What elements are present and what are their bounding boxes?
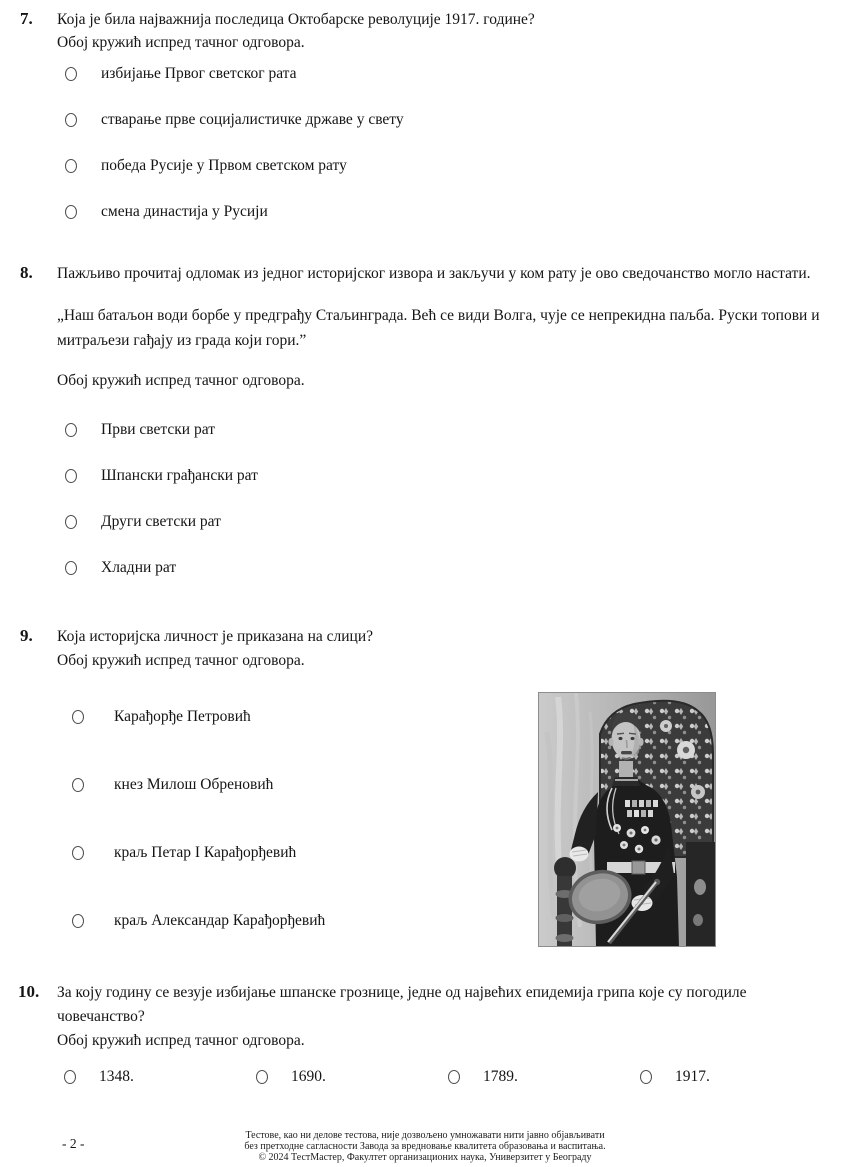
radio-button[interactable] [65,205,77,219]
answer-option[interactable] [65,421,215,439]
question-instruction: Обој кружић испред тачног одговора. [57,652,305,669]
option-label: Карађорђе Петровић [114,708,251,725]
question-prompt-line: За коју годину се везује избијање шпанске грознице, једне од највећих епидемија грипа које су погодиле [57,984,747,1001]
portrait-photo [538,692,716,947]
radio-button[interactable] [72,710,84,724]
option-label: краљ Петар I Карађорђевић [114,844,297,861]
footer-line: Тестове, као ни делове тестова, није дозвољено умножавати нити јавно објављивати [245,1130,605,1141]
option-label: 1789. [483,1068,518,1085]
answer-option[interactable] [65,513,221,531]
question-instruction: Обој кружић испред тачног одговора. [57,34,305,51]
question-number: 8. [20,263,33,282]
answer-option[interactable] [65,111,404,129]
question-prompt: Пажљиво прочитај одломак из једног историјског извора и закључи у ком рату је ово сведочанство могло настати. [57,265,811,282]
answer-option[interactable] [72,844,296,862]
radio-button[interactable] [72,846,84,860]
option-label: 1348. [99,1068,134,1085]
question-number: 7. [20,9,33,28]
answer-option[interactable] [448,1068,518,1086]
radio-button[interactable] [256,1070,268,1084]
option-label: Шпански грађански рат [101,467,258,484]
radio-button[interactable] [65,159,77,173]
radio-button[interactable] [65,561,77,575]
option-label: Хладни рат [101,559,177,576]
question-prompt-line: човечанство? [57,1008,145,1025]
option-label: стварање прве социјалистичке државе у свету [101,111,404,128]
radio-button[interactable] [65,469,77,483]
answer-option[interactable] [65,203,268,221]
option-label: избијање Првог светског рата [101,65,297,82]
radio-button[interactable] [65,67,77,81]
answer-option[interactable] [65,467,258,485]
radio-button[interactable] [72,778,84,792]
footer-line: © 2024 ТестМастер, Факултет организационих наука, Универзитет у Београду [258,1152,592,1163]
radio-button[interactable] [448,1070,460,1084]
option-label: смена династија у Русији [101,203,268,220]
answer-option[interactable] [64,1068,134,1086]
answer-option[interactable] [65,559,176,577]
question-number: 10. [18,982,40,1001]
question-prompt: Која је била најважнија последица Октобарске револуције 1917. године? [57,11,535,28]
answer-option[interactable] [72,776,273,794]
option-label: 1917. [675,1068,710,1085]
radio-button[interactable] [72,914,84,928]
quote-line: „Наш батаљон води борбе у предграђу Стаљинграда. Већ се види Волга, чује се непрекидна паљба. Руски топови и [57,307,820,324]
radio-button[interactable] [65,113,77,127]
source-quote [57,303,820,353]
option-label: краљ Александар Карађорђевић [114,912,326,929]
option-label: кнез Милош Обреновић [114,776,274,793]
question-instruction: Обој кружић испред тачног одговора. [57,1032,305,1049]
radio-button[interactable] [640,1070,652,1084]
radio-button[interactable] [65,423,77,437]
radio-button[interactable] [64,1070,76,1084]
answer-option[interactable] [640,1068,710,1086]
footer-line: без претходне сагласности Завода за вредновање квалитета образовања и васпитања. [244,1141,606,1152]
option-label: Други светски рат [101,513,221,530]
answer-option[interactable] [65,157,347,175]
quote-line: митраљези гађају из града који гори.” [57,332,307,349]
answer-option[interactable] [72,708,251,726]
radio-button[interactable] [65,515,77,529]
answer-option[interactable] [72,912,325,930]
answer-option[interactable] [65,65,297,83]
option-label: победа Русије у Првом светском рату [101,157,347,174]
question-number: 9. [20,626,33,645]
question-prompt: Која историјска личност је приказана на слици? [57,628,373,645]
option-label: 1690. [291,1068,326,1085]
question-instruction: Обој кружић испред тачног одговора. [57,372,305,389]
option-label: Први светски рат [101,421,215,438]
page-number: - 2 - [62,1136,85,1151]
footer-copyright [0,1130,850,1163]
answer-option[interactable] [256,1068,326,1086]
